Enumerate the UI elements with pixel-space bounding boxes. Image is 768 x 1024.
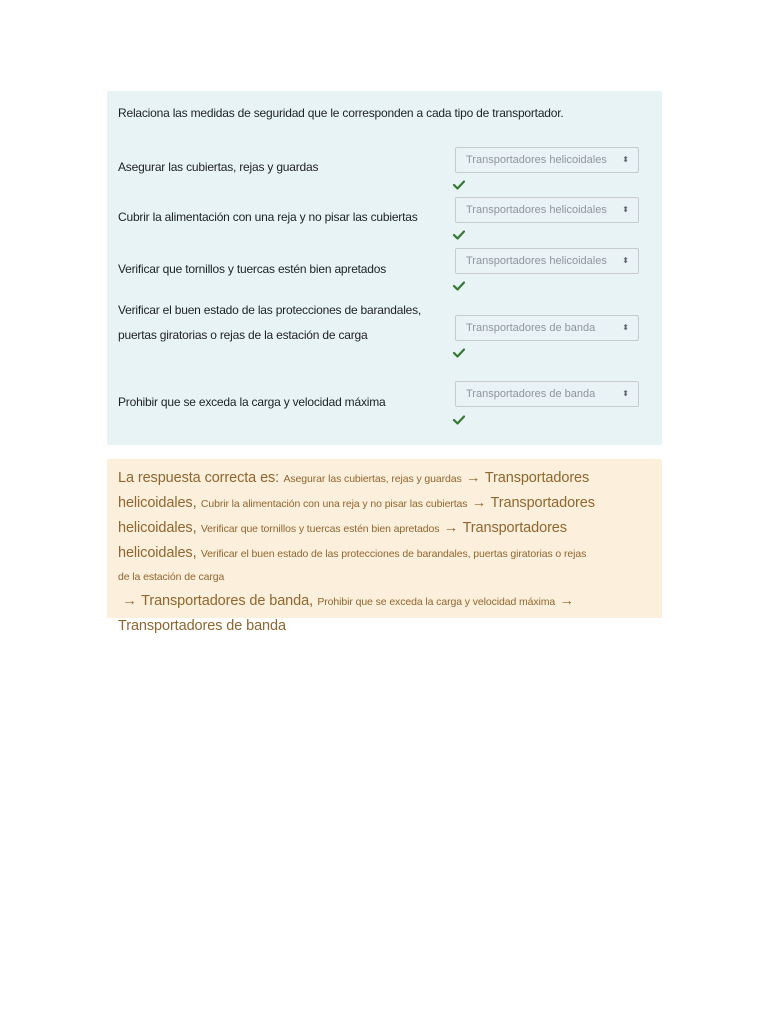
match-item-label: Cubrir la alimentación con una reja y no pisar las cubiertas (118, 210, 418, 224)
feedback-line: → Transportadores de banda, Prohibir que se exceda la carga y velocidad máxima → (122, 593, 574, 609)
answer-select[interactable]: Transportadores helicoidales ⬍ (455, 248, 639, 274)
correct-check-icon (453, 348, 465, 358)
correct-answer-feedback (107, 459, 662, 634)
select-arrows-icon: ⬍ (622, 155, 629, 164)
question-panel (107, 91, 662, 445)
correct-check-icon (453, 281, 465, 291)
select-arrows-icon: ⬍ (622, 389, 629, 398)
correct-check-icon (453, 415, 465, 425)
answer-select[interactable]: Transportadores helicoidales ⬍ (455, 197, 639, 223)
feedback-line: helicoidales, Verificar el buen estado de las protecciones de barandales, puertas giratorias o rejas (118, 545, 587, 561)
select-arrows-icon: ⬍ (622, 256, 629, 265)
answer-select[interactable]: Transportadores helicoidales ⬍ (455, 147, 639, 173)
feedback-line: helicoidales, Cubrir la alimentación con una reja y no pisar las cubiertas → Transportadores (118, 495, 595, 511)
feedback-line: helicoidales, Verificar que tornillos y tuercas estén bien apretados → Transportadores (118, 520, 567, 536)
match-item-label: Verificar el buen estado de las protecciones de barandales, puertas giratorias o rejas de la estación de carga (118, 303, 422, 342)
match-item-label: Prohibir que se exceda la carga y velocidad máxima (118, 395, 386, 409)
select-arrows-icon: ⬍ (622, 205, 629, 214)
answer-select[interactable]: Transportadores de banda ⬍ (455, 381, 639, 407)
match-item-label: Asegurar las cubiertas, rejas y guardas (118, 160, 319, 174)
correct-check-icon (453, 230, 465, 240)
feedback-line: Transportadores de banda (118, 618, 286, 634)
answer-select[interactable]: Transportadores de banda ⬍ (455, 315, 639, 341)
correct-check-icon (453, 180, 465, 190)
select-arrows-icon: ⬍ (622, 323, 629, 332)
feedback-line: de la estación de carga (118, 571, 225, 583)
match-item-label: Verificar que tornillos y tuercas estén bien apretados (118, 262, 387, 276)
question-prompt: Relaciona las medidas de seguridad que le corresponden a cada tipo de transportador. (118, 106, 564, 120)
feedback-line: La respuesta correcta es: Asegurar las cubiertas, rejas y guardas → Transportadores (118, 470, 590, 486)
